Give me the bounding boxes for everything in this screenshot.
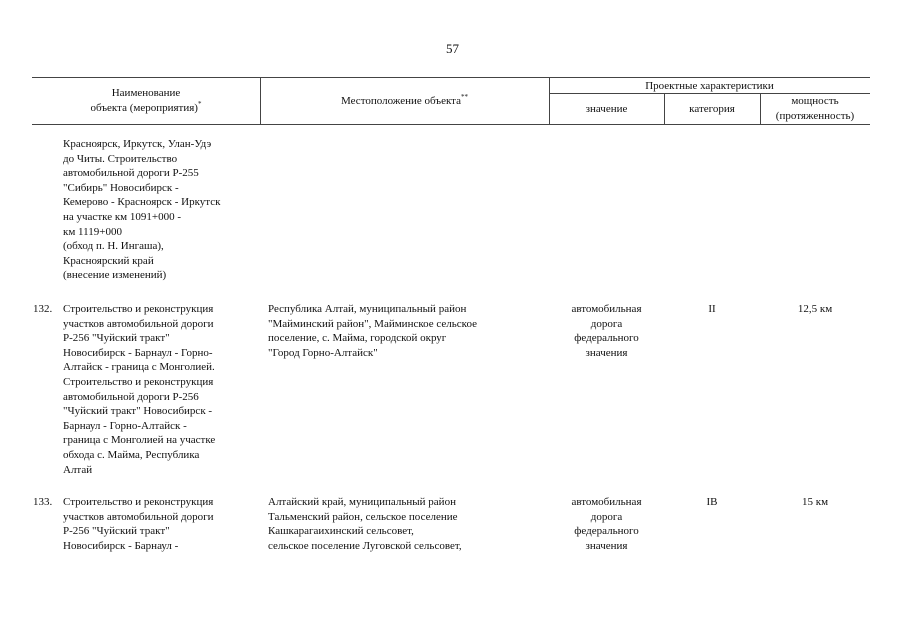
header-name: Наименование объекта (мероприятия)* (90, 87, 202, 114)
row-132-name: Строительство и реконструкция участков автомобильной дороги Р-256 "Чуйский тракт" Новосибирск - Барнаул - Горно- Алтайск - граница с Монголией. Строительство и реконструкция автомобильной дороги Р-256 "Чуйский тракт" Новосибирск - Барнаул - Горно-Алтайск - граница с Монголией на участке обхода с. Майма, Республика Алтай (63, 303, 216, 476)
page-number: 57 (446, 41, 459, 56)
row-133-capacity: 15 км (801, 496, 829, 508)
header-capacity: мощность (протяженность) (775, 95, 855, 122)
header-project-characteristics: Проектные характеристики (645, 80, 774, 92)
header-value: значение (585, 103, 628, 115)
row-133-location: Алтайский край, муниципальный район Тальменский район, сельское поселение Кашкарагаихинский сельсовет, сельское поселение Луговской сельсовет, (268, 496, 462, 552)
row-132-number: 132. (33, 303, 53, 315)
row-132-value: автомобильная дорога федерального значения (571, 303, 642, 359)
row-132-capacity: 12,5 км (797, 303, 833, 315)
row-133-name: Строительство и реконструкция участков автомобильной дороги Р-256 "Чуйский тракт" Новосибирск - Барнаул - (63, 496, 214, 552)
row-132-category: II (708, 303, 716, 315)
header-location: Местоположение объекта** (341, 93, 468, 107)
row-continuation-name: Красноярск, Иркутск, Улан-Удэ до Читы. Строительство автомобильной дороги Р-255 "Сибирь" Новосибирск - Кемерово - Красноярск - Иркутск на участке км 1091+000 - км 1119+000 (обход п. Н. Ингаша), Красноярский край (внесение изменений) (63, 138, 221, 282)
row-133-category: IB (706, 496, 718, 508)
row-133-value: автомобильная дорога федерального значения (571, 496, 642, 552)
row-132-location: Республика Алтай, муниципальный район "Майминский район", Майминское сельское поселение, с. Майма, городской округ "Город Горно-Алтайск" (268, 303, 477, 359)
header-bottom-rule (32, 124, 870, 125)
row-133-number: 133. (33, 496, 53, 508)
table-top-rule (32, 77, 870, 78)
header-category: категория (689, 103, 735, 115)
